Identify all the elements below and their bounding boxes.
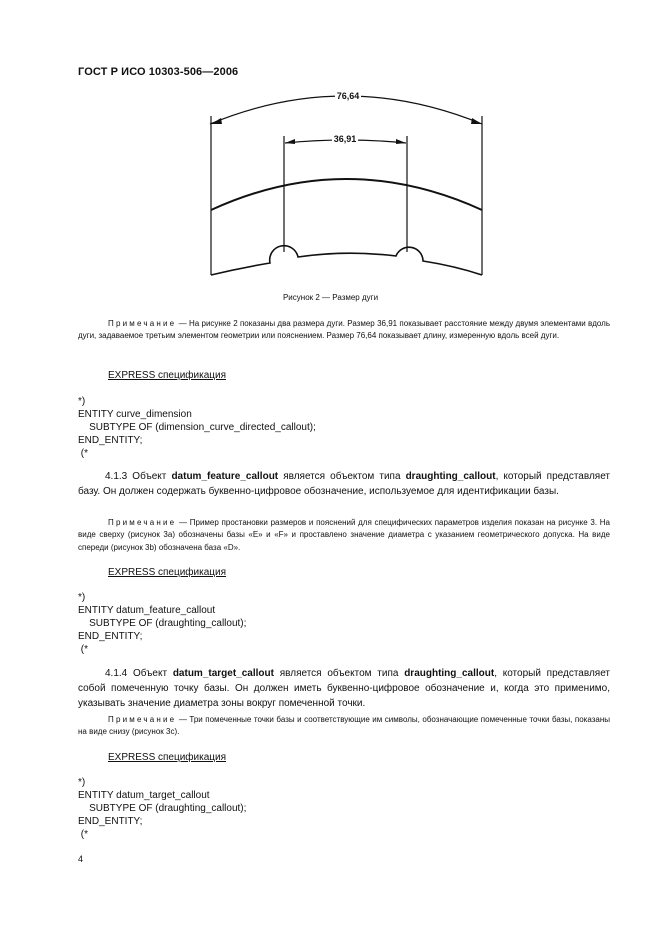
express-code-3: *) ENTITY datum_target_callout SUBTYPE OF (draughting_callout); END_ENTITY; (* [78,777,247,840]
entity-name: datum_feature_callout [171,471,279,482]
document-header: ГОСТ Р ИСО 10303-506—2006 [78,66,239,78]
express-code-1: *) ENTITY curve_dimension SUBTYPE OF (dimension_curve_directed_callout); END_ENTITY; (* [78,396,316,459]
page-number: 4 [78,854,84,864]
part-bottom-edge [211,246,482,275]
para-text: является объектом типа [273,668,405,679]
type-name: draughting_callout [404,668,495,679]
figure-caption: Рисунок 2 — Размер дуги [282,293,379,302]
note-3 [78,714,610,739]
outer-arrow-right [471,118,482,124]
note-label: Примечание [108,319,177,328]
note-label: Примечание [108,715,177,724]
note-text: — Пример простановки размеров и пояснений для специфических параметров изделия показан на рисунке 3. На виде сверху (рисунок 3а) обозначены базы «Е» и «F» и проставлено значение диаметра с указанием геометрического допуска. На виде спереди (рисунок 3b) обозначена база «D». [78,518,610,552]
para-text: является объектом типа [278,471,406,482]
express-spec-heading-3: EXPRESS спецификация [108,752,227,763]
para-number: 4.1.4 Объект [105,668,173,679]
type-name: draughting_callout [405,471,496,482]
inner-dimension-label: 36,91 [333,134,357,144]
paragraph-4-1-3 [78,469,610,499]
note-label: Примечание [108,518,177,527]
para-number: 4.1.3 Объект [105,471,172,482]
note-1 [78,318,610,343]
para-text: , который представляет базу. Он должен содержать буквенно-цифровое обозначение, используемое для идентификации базы. [78,471,611,497]
paragraph-4-1-4 [78,666,610,711]
outer-arrow-left [211,118,222,124]
express-code-2: *) ENTITY datum_feature_callout SUBTYPE OF (draughting_callout); END_ENTITY; (* [78,592,247,655]
note-2 [78,517,610,554]
express-spec-heading-2: EXPRESS спецификация [108,567,227,578]
part-top-edge [211,179,482,210]
note-text: — На рисунке 2 показаны два размера дуги. Размер 36,91 показывает расстояние между двумя элементами вдоль дуги, задаваемое третьим элементом геометрии или пояснением. Размер 76,64 показывает длину, измеренную вдоль всей дуги. [78,319,610,341]
express-spec-heading-1: EXPRESS спецификация [108,370,227,381]
note-text: — Три помеченные точки базы и соответствующие им символы, обозначающие помеченные точки базы, показаны на виде снизу (рисунок 3с). [78,715,610,737]
entity-name: datum_target_callout [172,668,274,679]
outer-dimension-label: 76,64 [336,91,360,101]
para-text: , который представляет собой помеченную точку базы. Он должен иметь буквенно-цифровое обозначение и, когда это применимо, указывать значение диаметра зоны вокруг помеченной точки. [78,668,611,709]
arc-dimension-figure [195,88,495,288]
